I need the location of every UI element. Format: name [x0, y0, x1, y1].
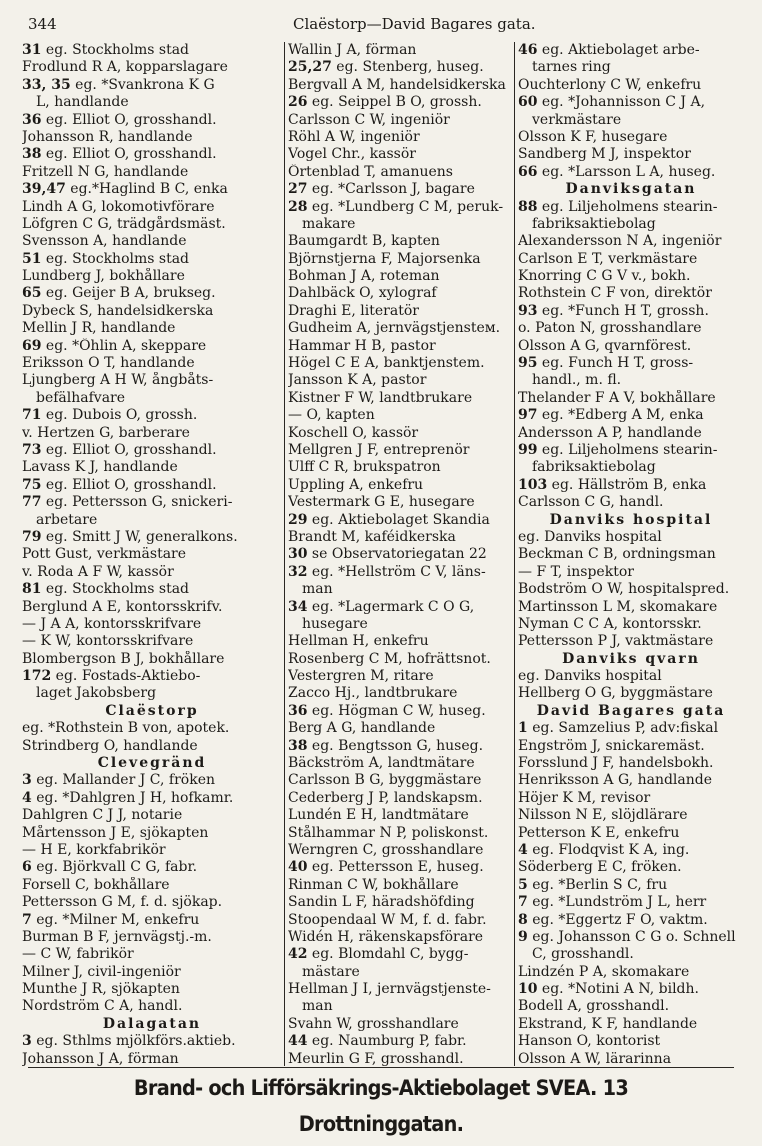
- directory-entry: 60 eg. *Johannisson C J A,: [518, 94, 706, 111]
- directory-entry: 30 se Observatoriegatan 22: [288, 546, 487, 563]
- column-1: [22, 42, 282, 1066]
- directory-entry: Meurlin G F, grosshandl.: [288, 1050, 464, 1066]
- directory-entry: Werngren C, grosshandlare: [288, 841, 484, 858]
- directory-entry: Röhl A W, ingeniör: [288, 128, 420, 145]
- directory-entry: eg. *Rothstein B von, apotek.: [22, 720, 230, 737]
- directory-entry: Mellgren J F, entreprenör: [288, 441, 470, 458]
- directory-entry: Baumgardt B, kapten: [288, 233, 440, 250]
- directory-entry: 97 eg. *Edberg A M, enka: [518, 407, 704, 424]
- directory-entry: Cederberg J P, landskapsm.: [288, 789, 483, 806]
- directory-entry: Eriksson O T, handlande: [22, 355, 195, 372]
- directory-entry: Uppling A, enkefru: [288, 476, 424, 493]
- directory-entry: Hanson O, kontorist: [518, 1033, 661, 1050]
- directory-entry: Bodström O W, hospitalspred.: [518, 581, 730, 598]
- directory-entry: Nyman C C A, kontorsskr.: [518, 615, 702, 632]
- directory-entry: 4 eg. *Dahlgren J H, hofkamr.: [22, 789, 234, 806]
- directory-entry: Kistner F W, landtbrukare: [288, 389, 473, 406]
- directory-entry: husegare: [288, 615, 368, 632]
- directory-entry: Sandin L F, häradshöfding: [288, 894, 475, 911]
- directory-entry: 95 eg. Funch H T, gross-: [518, 355, 694, 372]
- directory-entry: Milner J, civil-ingeniör: [22, 963, 181, 980]
- directory-entry: fabriksaktiebolag: [518, 215, 656, 232]
- directory-entry: Sandberg M J, inspektor: [518, 146, 691, 163]
- directory-entry: 75 eg. Elliot O, grosshandl.: [22, 476, 217, 493]
- directory-entry: man: [288, 998, 333, 1015]
- directory-entry: Hellman H, enkefru: [288, 633, 429, 650]
- column-divider: [514, 42, 515, 1066]
- directory-entry: 46 eg. Aktiebolaget arbe-: [518, 42, 700, 58]
- directory-entry: 36 eg. Högman C W, huseg.: [288, 702, 486, 719]
- directory-entry: Söderberg E C, fröken.: [518, 859, 682, 876]
- directory-entry: Ekstrand, K F, handlande: [518, 1015, 698, 1032]
- directory-entry: Johansson R, handlande: [22, 128, 193, 145]
- directory-entry: Carlson E T, verkmästare: [518, 250, 698, 267]
- directory-entry: 44 eg. Naumburg P, fabr.: [288, 1033, 467, 1050]
- column-divider: [284, 42, 285, 1066]
- directory-entry: Draghi E, literatör: [288, 302, 419, 319]
- directory-entry: Lindzén P A, skomakare: [518, 963, 690, 980]
- directory-entry: 81 eg. Stockholms stad: [22, 581, 190, 598]
- directory-entry: 66 eg. *Larsson L A, huseg.: [518, 163, 716, 180]
- directory-entry: makare: [288, 215, 356, 232]
- directory-entry: L, handlande: [22, 94, 129, 111]
- directory-entry: eg. Danviks hospital: [518, 528, 662, 545]
- directory-entry: Thelander F A V, bokhållare: [518, 389, 716, 406]
- directory-entry: Pott Gust, verkmästare: [22, 546, 187, 563]
- directory-entry: 71 eg. Dubois O, grossh.: [22, 407, 198, 424]
- directory-entry: Knorring C G V v., bokh.: [518, 268, 691, 285]
- directory-entry: Dybeck S, handelsidkerska: [22, 302, 214, 319]
- directory-entry: 172 eg. Fostads-Aktiebo-: [22, 668, 201, 685]
- directory-entry: v. Hertzen G, barberare: [22, 424, 190, 441]
- street-heading: Danviks qvarn: [562, 650, 700, 667]
- directory-entry: Bohman J A, roteman: [288, 268, 440, 285]
- directory-entry: 38 eg. Bengtsson G, huseg.: [288, 737, 484, 754]
- directory-entry: 32 eg. *Hellström C V, läns-: [288, 563, 486, 580]
- street-heading: Danviksgatan: [565, 181, 697, 198]
- column-3: [518, 42, 744, 1066]
- directory-entry: Lavass K J, handlande: [22, 459, 178, 476]
- directory-entry: Jansson K A, pastor: [288, 372, 427, 389]
- directory-entry: 27 eg. *Carlsson J, bagare: [288, 181, 475, 198]
- directory-entry: befälhafvare: [22, 389, 126, 406]
- directory-entry: — C W, fabrikör: [22, 946, 134, 963]
- directory-entry: Stoopendaal W M, f. d. fabr.: [288, 911, 487, 928]
- directory-columns: [22, 42, 738, 1066]
- directory-entry: Rinman C W, bokhållare: [288, 876, 459, 893]
- directory-entry: Dahlbäck O, xylograf: [288, 285, 437, 302]
- directory-entry: 65 eg. Geijer B A, brukseg.: [22, 285, 216, 302]
- directory-entry: Petterson K E, enkefru: [518, 824, 680, 841]
- directory-entry: eg. Danviks hospital: [518, 668, 662, 685]
- street-heading: Danviks hospital: [549, 511, 713, 528]
- directory-entry: 7 eg. *Milner M, enkefru: [22, 911, 200, 928]
- directory-entry: 8 eg. *Eggertz F O, vaktm.: [518, 911, 708, 928]
- directory-entry: Frodlund R A, kopparslagare: [22, 59, 228, 76]
- directory-entry: 38 eg. Elliot O, grosshandl.: [22, 146, 217, 163]
- directory-entry: Brandt M, kaféidkerska: [288, 528, 456, 545]
- directory-entry: 7 eg. *Lundström J L, herr: [518, 894, 707, 911]
- page-header: [28, 14, 738, 36]
- directory-entry: C, grosshandl.: [518, 946, 634, 963]
- running-title: Claëstorp—David Bagares gata.: [293, 15, 536, 33]
- directory-entry: Nilsson N E, slöjdlärare: [518, 807, 688, 824]
- directory-entry: Beckman C B, ordningsman: [518, 546, 716, 563]
- directory-entry: handl., m. fl.: [518, 372, 622, 389]
- directory-entry: Mellin J R, handlande: [22, 320, 176, 337]
- street-heading: Dalagatan: [102, 1015, 202, 1032]
- directory-entry: Svensson A, handlande: [22, 233, 187, 250]
- directory-entry: 69 eg. *Öhlin A, skeppare: [22, 337, 207, 354]
- directory-entry: Björnstjerna F, Majorsenka: [288, 250, 481, 267]
- directory-entry: Martinsson L M, skomakare: [518, 598, 718, 615]
- directory-entry: 26 eg. Seippel B O, grossh.: [288, 94, 482, 111]
- directory-entry: mästare: [288, 963, 360, 980]
- advertisement-footer: Brand- och Lifförsäkrings-Aktiebolaget SVEA. 13 Drottninggatan.: [133, 1076, 629, 1136]
- directory-entry: arbetare: [22, 511, 98, 528]
- directory-entry: o. Paton N, grosshandlare: [518, 320, 702, 337]
- street-heading: Clevegränd: [97, 755, 207, 772]
- directory-entry: Löfgren C G, trädgårdsmäst.: [22, 215, 226, 232]
- directory-entry: 73 eg. Elliot O, grosshandl.: [22, 441, 217, 458]
- directory-entry: man: [288, 581, 333, 598]
- directory-entry: Johansson J A, förman: [22, 1050, 179, 1066]
- directory-entry: Berglund A E, kontorsskrifv.: [22, 598, 223, 615]
- directory-entry: fabriksaktiebolag: [518, 459, 656, 476]
- directory-entry: Lindh A G, lokomotivförare: [22, 198, 215, 215]
- directory-entry: Hammar H B, pastor: [288, 337, 436, 354]
- directory-entry: Pettersson G M, f. d. sjökap.: [22, 894, 223, 911]
- directory-entry: Vogel Chr., kassör: [288, 146, 416, 163]
- directory-entry: Henriksson A G, handlande: [518, 772, 713, 789]
- directory-entry: Zacco Hj., landtbrukare: [288, 685, 458, 702]
- directory-entry: Gudheim A, jernvägstjensteм.: [288, 320, 501, 337]
- directory-entry: Bäckström A, landtmätare: [288, 755, 475, 772]
- directory-entry: Bergvall A M, handelsidkerska: [288, 76, 506, 93]
- directory-entry: Engström J, snickaremäst.: [518, 737, 705, 754]
- footer-rule: [28, 1067, 734, 1068]
- directory-entry: tarnes ring: [518, 59, 611, 76]
- directory-entry: Svahn W, grosshandlare: [288, 1015, 459, 1032]
- directory-entry: 103 eg. Hällström B, enka: [518, 476, 707, 493]
- directory-entry: Dahlgren C J J, notarie: [22, 807, 183, 824]
- directory-entry: Olsson A G, qvarnförest.: [518, 337, 692, 354]
- directory-entry: — F T, inspektor: [518, 563, 634, 580]
- directory-entry: Örtenblad T, amanuens: [288, 163, 453, 180]
- directory-entry: Burman B F, jernvägstj.-m.: [22, 928, 212, 945]
- directory-entry: Stålhammar N P, poliskonst.: [288, 824, 489, 841]
- directory-entry: — O, kapten: [288, 407, 375, 424]
- directory-entry: Bodell A, grosshandl.: [518, 998, 670, 1015]
- directory-entry: 4 eg. Flodqvist K A, ing.: [518, 841, 690, 858]
- column-2: [288, 42, 512, 1066]
- directory-entry: 25,27 eg. Stenberg, huseg.: [288, 59, 484, 76]
- directory-entry: Carlsson C W, ingeniör: [288, 111, 450, 128]
- directory-entry: — K W, kontorsskrifvare: [22, 633, 194, 650]
- directory-entry: Strindberg O, handlande: [22, 737, 198, 754]
- directory-entry: Berg A G, handlande: [288, 720, 436, 737]
- directory-entry: Andersson A P, handlande: [518, 424, 702, 441]
- directory-entry: Blombergson B J, bokhållare: [22, 650, 225, 667]
- directory-entry: 39,47 eg.*Haglind B C, enka: [22, 181, 228, 198]
- directory-entry: Ouchterlony C W, enkefru: [518, 76, 702, 93]
- directory-entry: Vestergren M, ritare: [288, 668, 434, 685]
- directory-entry: 51 eg. Stockholms stad: [22, 250, 190, 267]
- directory-entry: Carlsson B G, byggmästare: [288, 772, 482, 789]
- directory-entry: Carlsson C G, handl.: [518, 494, 664, 511]
- directory-entry: 40 eg. Pettersson E, huseg.: [288, 859, 484, 876]
- directory-entry: Rosenberg C M, hofrättsnot.: [288, 650, 491, 667]
- directory-entry: Rothstein C F von, direktör: [518, 285, 712, 302]
- directory-entry: Hellman J I, jernvägstjenste-: [288, 981, 491, 998]
- directory-entry: 99 eg. Liljeholmens stearin-: [518, 441, 718, 458]
- directory-entry: 9 eg. Johansson C G o. Schnell: [518, 928, 736, 945]
- directory-entry: 79 eg. Smitt J W, generalkons.: [22, 528, 238, 545]
- directory-entry: 3 eg. Mallander J C, fröken: [22, 772, 216, 789]
- directory-entry: verkmästare: [518, 111, 622, 128]
- directory-entry: 34 eg. *Lagermark C O G,: [288, 598, 475, 615]
- directory-entry: Högel C E A, banktjenstem.: [288, 355, 485, 372]
- directory-entry: Munthe J R, sjökapten: [22, 981, 180, 998]
- directory-entry: 42 eg. Blomdahl C, bygg-: [288, 946, 469, 963]
- page-number: 344: [28, 15, 57, 33]
- directory-entry: Lundén E H, landtmätare: [288, 807, 469, 824]
- directory-entry: 6 eg. Björkvall C G, fabr.: [22, 859, 198, 876]
- directory-entry: Fritzell N G, handlande: [22, 163, 189, 180]
- directory-entry: v. Roda A F W, kassör: [22, 563, 174, 580]
- directory-entry: 88 eg. Liljeholmens stearin-: [518, 198, 718, 215]
- directory-entry: Mårtensson J E, sjökapten: [22, 824, 209, 841]
- directory-entry: Wallin J A, förman: [288, 42, 417, 58]
- directory-entry: 28 eg. *Lundberg C M, peruk-: [288, 198, 504, 215]
- directory-entry: Nordström C A, handl.: [22, 998, 183, 1015]
- directory-entry: Ulff C R, brukspatron: [288, 459, 441, 476]
- directory-entry: 1 eg. Samzelius P, adv:fiskal: [518, 720, 719, 737]
- directory-entry: Olsson K F, husegare: [518, 128, 668, 145]
- directory-entry: Olsson A W, lärarinna: [518, 1050, 672, 1066]
- directory-entry: 36 eg. Elliot O, grosshandl.: [22, 111, 217, 128]
- directory-entry: laget Jakobsberg: [22, 685, 157, 702]
- directory-entry: Widén H, räkenskapsförare: [288, 928, 484, 945]
- directory-entry: 93 eg. *Funch H T, grossh.: [518, 302, 709, 319]
- directory-entry: 29 eg. Aktiebolaget Skandia: [288, 511, 490, 528]
- directory-entry: Vestermark G E, husegare: [288, 494, 475, 511]
- directory-entry: Forsell C, bokhållare: [22, 876, 170, 893]
- directory-entry: 10 eg. *Notini A N, bildh.: [518, 981, 699, 998]
- directory-entry: 77 eg. Pettersson G, snickeri-: [22, 494, 233, 511]
- directory-entry: Ljungberg A H W, ångbåts-: [22, 372, 214, 389]
- directory-entry: Koschell O, kassör: [288, 424, 419, 441]
- directory-entry: Lundberg J, bokhållare: [22, 268, 185, 285]
- directory-entry: Hellberg O G, byggmästare: [518, 685, 713, 702]
- directory-entry: 3 eg. Sthlms mjölkförs.aktieb.: [22, 1033, 236, 1050]
- directory-entry: 33, 35 eg. *Svankrona K G: [22, 76, 215, 93]
- directory-entry: Höjer K M, revisor: [518, 789, 651, 806]
- street-heading: Claëstorp: [105, 702, 199, 719]
- directory-entry: Forsslund J F, handelsbokh.: [518, 755, 714, 772]
- street-heading: David Bagares gata: [536, 702, 726, 719]
- directory-entry: — J A A, kontorsskrifvare: [22, 615, 202, 632]
- directory-entry: Alexandersson N A, ingeniör: [518, 233, 722, 250]
- directory-entry: 5 eg. *Berlin S C, fru: [518, 876, 668, 893]
- directory-entry: — H E, korkfabrikör: [22, 841, 166, 858]
- directory-entry: 31 eg. Stockholms stad: [22, 42, 190, 58]
- directory-entry: Pettersson P J, vaktmästare: [518, 633, 714, 650]
